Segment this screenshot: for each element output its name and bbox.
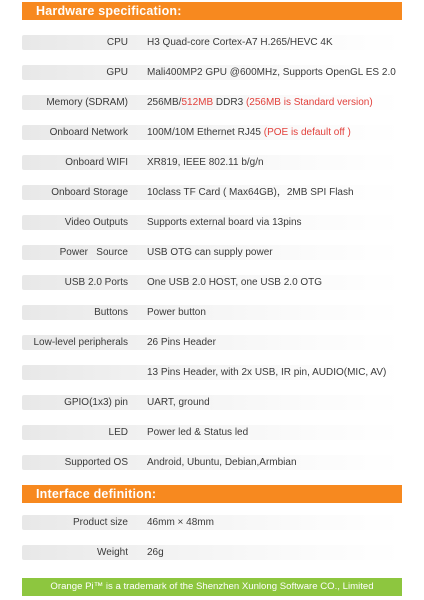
spec-row-led — [0, 418, 424, 448]
spec-label: Onboard Storage — [51, 187, 128, 198]
spec-label: GPU — [106, 67, 128, 78]
spec-value-network — [147, 125, 351, 141]
network-note: (POE is default off ) — [263, 127, 351, 138]
spec-value: Supports external board via 13pins — [147, 217, 302, 228]
spec-label: Power Source — [59, 247, 128, 258]
spec-label: Onboard Network — [49, 127, 128, 138]
spec-row-os — [0, 448, 424, 478]
trademark-text: Orange Pi™ is a trademark of the Shenzhen Xunlong Software CO., Limited — [50, 581, 374, 592]
spec-label: Weight — [97, 547, 128, 558]
spec-row-cpu — [0, 28, 424, 58]
spec-row-network — [0, 118, 424, 148]
spec-row-usb — [0, 268, 424, 298]
spec-value: 10class TF Card ( Max64GB)，2MB SPI Flash — [147, 187, 354, 198]
spec-label: USB 2.0 Ports — [64, 277, 128, 288]
spec-value: H3 Quad-core Cortex-A7 H.265/HEVC 4K — [147, 37, 333, 48]
spec-value: 13 Pins Header, with 2x USB, IR pin, AUDIO(MIC, AV) — [147, 367, 387, 378]
spec-value: Power button — [147, 307, 206, 318]
spec-value: XR819, IEEE 802.11 b/g/n — [147, 157, 264, 168]
memory-base: 256MB/ — [147, 97, 182, 108]
spec-value: Power led & Status led — [147, 427, 249, 438]
spec-value: Mali400MP2 GPU @600MHz, Supports OpenGL ES 2.0 — [147, 67, 396, 78]
memory-option-highlight: 512MB — [181, 97, 214, 108]
spec-value: USB OTG can supply power — [147, 247, 273, 258]
spec-row-size — [0, 508, 424, 538]
spec-value: 46mm × 48mm — [147, 517, 214, 528]
spec-value: One USB 2.0 HOST, one USB 2.0 OTG — [147, 277, 323, 288]
spec-label: CPU — [106, 37, 128, 48]
spec-row-peripherals — [0, 328, 424, 358]
memory-type: DDR3 — [213, 97, 246, 108]
spec-row-buttons — [0, 298, 424, 328]
spec-label: Video Outputs — [64, 217, 128, 228]
spec-label: GPIO(1x3) pin — [64, 397, 128, 408]
spec-value: 26g — [147, 547, 164, 558]
spec-value: Android, Ubuntu, Debian,Armbian — [147, 457, 297, 468]
spec-label: Buttons — [94, 307, 128, 318]
spec-label: Low-level peripherals — [33, 337, 128, 348]
spec-label: LED — [108, 427, 128, 438]
spec-row-weight — [0, 538, 424, 568]
spec-label: Memory (SDRAM) — [46, 97, 128, 108]
spec-value-memory — [147, 95, 373, 111]
memory-note: (256MB is Standard version) — [245, 97, 373, 108]
spec-row-peripherals-extra — [0, 358, 424, 388]
spec-row-power — [0, 238, 424, 268]
interface-section-title: Interface definition: — [36, 487, 157, 501]
spec-row-video — [0, 208, 424, 238]
spec-row-gpu — [0, 58, 424, 88]
spec-value: UART, ground — [147, 397, 210, 408]
trademark-footer — [22, 578, 402, 596]
network-spec: 100M/10M Ethernet RJ45 — [147, 127, 264, 138]
spec-value: 26 Pins Header — [147, 337, 216, 348]
spec-row-memory — [0, 88, 424, 118]
spec-row-storage — [0, 178, 424, 208]
spec-row-wifi — [0, 148, 424, 178]
hardware-section-title: Hardware specification: — [36, 4, 182, 18]
spec-label: Onboard WIFI — [65, 157, 128, 168]
spec-label: Supported OS — [64, 457, 128, 468]
spec-label: Product size — [72, 517, 128, 528]
spec-row-gpio — [0, 388, 424, 418]
